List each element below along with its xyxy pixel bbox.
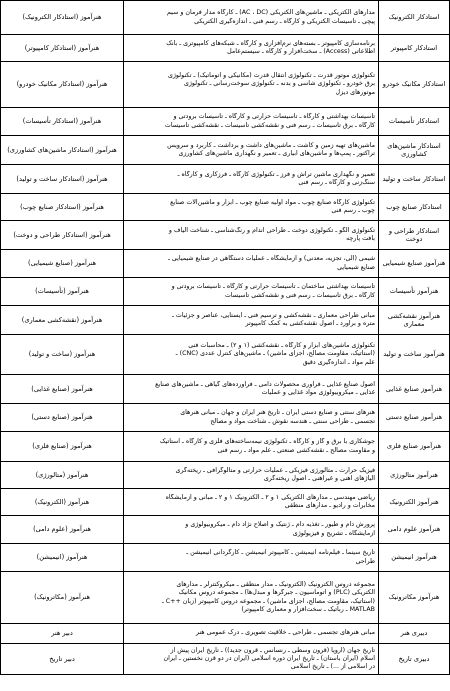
field-title-cell: هنرآموز ساخت و تولید — [379, 335, 450, 375]
subjects-line: تکنولوژی ماشین‌های ابزار و کارگاه ـ نقشه‌کشی (۱ و ۲) ـ محاسبات فنی — [188, 342, 375, 350]
table-row — [1, 335, 450, 375]
subjects-line: متره و برآورد ـ اصول نقشه‌کشی به کمک کامپیوتر — [245, 320, 375, 327]
field-title-cell: هنرآموز علوم دامی — [379, 516, 450, 544]
table-row — [1, 194, 450, 221]
subjects-line: علم مواد ـ اندازه‌گیری دقیق — [302, 358, 375, 366]
subjects-line: شیمی (آلی، تجزیه، معدنی) و آزمایشگاه ـ عملیات دستگاهی در صنایع شیمیایی ـ — [168, 255, 375, 263]
field-title-cell: هنرآموز صنایع غذایی — [379, 375, 450, 404]
position-cell: هنرآموز (مکاترونیک) — [1, 572, 124, 624]
subjects-cell — [124, 278, 379, 306]
table-body — [1, 1, 450, 675]
subjects-line: تجسمی ـ طراحی سنتی ـ هندسه نقوش ـ شناخت مواد و مصالح — [210, 417, 375, 425]
subjects-line: تکنولوژی کارگاه صنایع چوب ـ مواد اولیه صنایع چوب ـ ابزار و ماشین‌آلات صنایع — [170, 198, 375, 206]
subjects-line: مدارهای الکتریکی ـ ماشین‌های الکتریکی (AC ، DC) ـ کارگاه مدار فرمان و سیم — [166, 9, 375, 17]
table-row — [1, 544, 450, 572]
subjects-line: (استاتیک، مقاومت مصالح، اجزای ماشین) ـ ماشین‌های کنترل عددی (CNC) ـ — [175, 350, 375, 358]
subjects-line: غذایی ـ میکروبیولوژی مواد غذایی و عملیات — [261, 389, 375, 396]
table-row — [1, 644, 450, 675]
subjects-line: آزمایشگاه ـ تشریح و فیزیولوژی — [292, 529, 375, 537]
subjects-line: اسلام (ایران باستان) ـ تاریخ ایران دوره اسلامی (ایران در دو قرن نخستین ـ ایران — [163, 654, 375, 662]
field-title-cell: استادکار ماشین‌های کشاورزی — [379, 136, 450, 165]
subjects-line: موتورهای دیزل — [335, 88, 375, 96]
subjects-cell — [124, 462, 379, 489]
table-row — [1, 250, 450, 278]
subjects-line: در اسلامی از ...) ـ تاریخ اسلامی — [290, 663, 375, 671]
subjects-cell — [124, 404, 379, 432]
position-cell: هنرآموز (استادکار ماشین‌های کشاورزی) — [1, 136, 124, 165]
table-row — [1, 108, 450, 136]
position-cell: هنرآموز (الکترونیک) — [1, 489, 124, 516]
field-title-cell: استادکار مکانیک خودرو — [379, 62, 450, 108]
subjects-line: مجموعه دروس الکترونیک (الکترونیک ـ مدار منطقی ـ میکروکنترلر ـ مدارهای — [176, 580, 375, 588]
subjects-line: ماشین‌های تهیه زمین و کاشت ـ ماشین‌های داشت و برداشت ـ کاربرد و سرویس — [167, 141, 375, 149]
field-title-cell: هنرآموز تأسیسات — [379, 278, 450, 306]
subjects-line: پرورش دام و طیور ـ تغذیه دام ـ ژنتیک و اصلاح نژاد دام ـ میکروبیولوژی و — [185, 521, 375, 529]
subjects-line: (استاتیک، مقاومت مصالح، اجزای ماشین) ـ مجموعه دروس کامپیوتر (زبان ++C ـ — [161, 597, 375, 605]
field-title-cell: استادکار تأسیسات — [379, 108, 450, 136]
subjects-line: صنایع شیمیایی — [337, 263, 375, 271]
subjects-line: جوشکاری با برق و گاز و کارگاه ـ تکنولوژی نیمه‌ساخته‌های فلزی و کارگاه ـ استاتیک — [159, 438, 375, 446]
position-cell: هنرآموز (استادکار کامپیوتر) — [1, 35, 124, 62]
table-row — [1, 165, 450, 194]
table-row — [1, 278, 450, 306]
subjects-cell — [124, 335, 379, 375]
subjects-line: و مقاومت مصالح ـ نقشه‌کشی صنعتی ـ علم مواد ـ رسم فنی — [217, 446, 375, 454]
subjects-line: مخابرات و رادیو ـ مدارهای منطقی — [284, 502, 375, 509]
subjects-line: تکنولوژی موتور قدرت ـ تکنولوژی انتقال قدرت (مکانیکی و اتوماتیک) ـ تکنولوژی — [167, 72, 375, 80]
subjects-cell — [124, 644, 379, 675]
subjects-cell — [124, 1, 379, 35]
subjects-cell — [124, 194, 379, 221]
table-row — [1, 462, 450, 489]
position-cell: هنرآموز (علوم دامی) — [1, 516, 124, 544]
position-cell: هنرآموز (استادکار صنایع چوب) — [1, 194, 124, 221]
position-cell: هنرآموز (صنایع غذایی) — [1, 375, 124, 404]
field-title-cell: هنرآموز صنایع شیمیایی — [379, 250, 450, 278]
position-cell: هنرآموز (متالورژی) — [1, 462, 124, 489]
position-cell: هنرآموز (استادکار تأسیسات) — [1, 108, 124, 136]
subjects-line: مبانی هنرهای تجسمی ـ طراحی ـ خلاقیت تصویری ـ درک عمومی هنر — [195, 629, 375, 637]
subjects-line: آلیاژهای آهنی و غیرآهنی ـ اصول ریخته‌گری — [263, 475, 375, 482]
table-row — [1, 489, 450, 516]
field-title-cell: هنرآموز مکاترونیک — [379, 572, 450, 624]
position-cell: هنرآموز (انیمیشن) — [1, 544, 124, 572]
subjects-cell — [124, 516, 379, 544]
position-cell: دبیر هنر — [1, 624, 124, 644]
position-cell: هنرآموز (نقشه‌کشی معماری) — [1, 306, 124, 335]
subjects-cell — [124, 62, 379, 108]
table-row — [1, 62, 450, 108]
subjects-cell — [124, 108, 379, 136]
field-title-cell: هنرآموز صنایع دستی — [379, 404, 450, 432]
subjects-line: پیچی ـ تأسیسات الکتریکی و کارگاه ـ رسم فنی ـ اندازه‌گیری الکتریکی — [194, 17, 375, 25]
subjects-line: سنگ‌زنی و کارگاه ـ رسم فنی — [298, 179, 375, 186]
subjects-line: اطلاعاتی (Access) ـ سخت‌افزار و کارگاه ـ سیستم‌عامل — [227, 48, 375, 55]
field-title-cell: استادکار صنایع چوب — [379, 194, 450, 221]
table-row — [1, 136, 450, 165]
position-cell: هنرآموز (استادکار ساخت و تولید) — [1, 165, 124, 194]
field-title-cell: هنرآموز متالورژی — [379, 462, 450, 489]
subjects-line: MATLAB ـ رباتیک ـ سخت‌افزار و معماری کامپیوتر) — [241, 605, 375, 613]
table-row — [1, 375, 450, 404]
field-title-cell: دبیری تاریخ — [379, 644, 450, 675]
subjects-cell — [124, 35, 379, 62]
subjects-cell — [124, 489, 379, 516]
subjects-line: هنرهای سنتی و صنایع دستی ایران ـ تاریخ هنر ایران و جهان ـ مبانی هنرهای — [180, 409, 375, 417]
table-row — [1, 404, 450, 432]
subjects-line: برق خودرو ـ تکنولوژی شاسی و بدنه ـ تکنولوژی سوخت‌رسانی ـ تکنولوژی — [183, 80, 375, 88]
subjects-cell — [124, 250, 379, 278]
field-title-cell: هنرآموز نقشه‌کشی معماری — [379, 306, 450, 335]
position-cell: دبیر تاریخ — [1, 644, 124, 675]
field-title-cell: هنرآموز صنایع فلزی — [379, 432, 450, 462]
subjects-line: کارگاه ـ برق تأسیسات ـ رسم فنی و نقشه‌کشی تأسیسات — [224, 291, 375, 299]
subjects-cell — [124, 432, 379, 462]
subjects-line: تکنولوژی الگو ـ تکنولوژی دوخت ـ طراحی اندام و رنگ‌شناسی ـ شناخت الیاف و — [168, 226, 375, 234]
subjects-line: بافت پارچه — [346, 235, 375, 242]
subjects-line: فیزیک حرارت ـ متالورژی فیزیکی ـ عملیات حرارتی و متالوگرافی ـ ریخته‌گری — [175, 466, 375, 474]
position-cell: هنرآموز (صنایع دستی) — [1, 404, 124, 432]
field-title-cell: استادکار طراحی و دوخت — [379, 221, 450, 250]
subjects-cell — [124, 165, 379, 194]
table-row — [1, 1, 450, 35]
subjects-line: تاریخ جهان (اروپا (قرون وسطی ـ رنسانس ـ قرون جدید)) ـ تاریخ ایران پیش از — [170, 646, 375, 654]
table-row — [1, 572, 450, 624]
subjects-cell — [124, 544, 379, 572]
subjects-cell — [124, 624, 379, 644]
subjects-line: تراکتور ـ پمپ‌ها و ماشین‌های آبیاری ـ تعمیر و نگهداری ماشین‌های کشاورزی — [178, 150, 375, 157]
subjects-cell — [124, 136, 379, 165]
subjects-line: الکتریکی (PLC) و اتوماسیون ـ جبرگرها و مبدل‌ها) ـ مجموعه دروس مکانیک — [178, 589, 375, 597]
subjects-line: تأسیسات بهداشتی ساختمان ـ تأسیسات حرارتی و کارگاه ـ تأسیسات برودتی و — [171, 283, 375, 291]
table-row — [1, 432, 450, 462]
field-title-cell: دبیری هنر — [379, 624, 450, 644]
subjects-line: تاریخ سینما ـ فیلم‌نامه انیمیشن ـ کامپیوتر انیمیشن ـ کارگردانی انیمیشن ـ — [186, 549, 375, 557]
position-cell: هنرآموز (استادکار طراحی و دوخت) — [1, 221, 124, 250]
table-row — [1, 221, 450, 250]
subjects-line: طراحی — [355, 557, 375, 565]
subjects-line: تعمیر و نگهداری ماشین تراش و فرز ـ تکنولوژی کارگاه ـ فرزکاری و کارگاه ـ — [177, 170, 375, 178]
field-title-cell: استادکار کامپیوتر — [379, 35, 450, 62]
table-row — [1, 35, 450, 62]
subjects-line: ریاضی مهندسی ـ مدارهای الکتریکی ۱ و ۲ ـ الکترونیک ۱ و ۲ ـ مبانی و آزمایشگاه — [165, 493, 375, 501]
field-title-cell: استادکار ساخت و تولید — [379, 165, 450, 194]
field-title-cell: هنرآموز انیمیشن — [379, 544, 450, 572]
field-title-cell: هنرآموز الکترونیک — [379, 489, 450, 516]
subjects-cell — [124, 375, 379, 404]
table-row — [1, 306, 450, 335]
position-cell: هنرآموز (صنایع فلزی) — [1, 432, 124, 462]
subjects-line: برنامه‌سازی کامپیوتر ـ بسته‌های نرم‌افزاری و کارگاه ـ شبکه‌های کامپیوتری ـ بانک — [166, 39, 375, 47]
subjects-cell — [124, 306, 379, 335]
subjects-line: چوب ـ رسم فنی — [331, 207, 375, 214]
field-title-cell: استادکار الکترونیک — [379, 1, 450, 35]
position-cell: هنرآموز (ساخت و تولید) — [1, 335, 124, 375]
position-cell: هنرآموز (تأسیسات) — [1, 278, 124, 306]
subjects-line: اصول صنایع غذایی ـ فرآوری محصولات دامی ـ فرآورده‌های گیاهی ـ ماشین‌های صنایع — [155, 380, 375, 388]
subjects-line: تأسیسات بهداشتی و کارگاه ـ تأسیسات حرارتی و کارگاه ـ تأسیسات برودتی و — [173, 113, 375, 121]
position-cell: هنرآموز (صنایع شیمیایی) — [1, 250, 124, 278]
subjects-line: مبانی طراحی معماری ـ نقشه‌کشی و ترسیم فنی ـ ایستایی، عناصر و جزئیات ـ — [172, 311, 375, 319]
table-row — [1, 624, 450, 644]
position-cell: هنرآموز (استادکار مکانیک خودرو) — [1, 62, 124, 108]
subjects-line: کارگاه ـ برق تأسیسات ـ رسم فنی و نقشه‌کشی تأسیسات ـ نقشه‌کشی تأسیسات — [164, 121, 375, 129]
subjects-cell — [124, 572, 379, 624]
position-cell: هنرآموز (استادکار الکترونیک) — [1, 1, 124, 35]
table-row — [1, 516, 450, 544]
subjects-cell — [124, 221, 379, 250]
